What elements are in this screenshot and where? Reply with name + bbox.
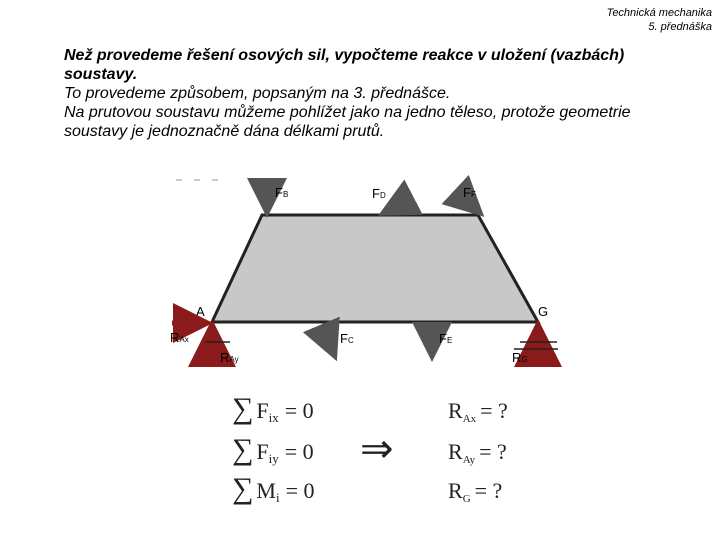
implies-arrow: ⇒ xyxy=(360,426,394,471)
paragraph-3: Na prutovou soustavu můžeme pohlížet jako na jedno těleso, protože geometrie soustavy je jednoznačně dána délkami prutů. xyxy=(64,104,631,140)
equation-sum-mi: ∑ Mi = 0 xyxy=(232,472,315,505)
node-g-label: G xyxy=(538,304,549,319)
force-fc-label: FC xyxy=(340,331,354,346)
reaction-rg-label: RG xyxy=(512,350,528,365)
unknown-ray: RAy = ? xyxy=(448,439,507,466)
truss-plate xyxy=(212,215,538,322)
paragraph-1: Než provedeme řešení osových sil, vypočteme reakce v uložení (vazbách) soustavy. xyxy=(64,47,625,83)
force-fe-label: FE xyxy=(439,331,453,346)
equation-sum-fiy: ∑ Fiy = 0 xyxy=(232,433,314,466)
unknown-rax: RAx = ? xyxy=(448,398,508,425)
reaction-ray-label: RAy xyxy=(220,350,239,365)
header-course: Technická mechanika xyxy=(606,7,712,19)
force-fd-arrow xyxy=(387,198,412,211)
force-fb-label: FB xyxy=(275,185,289,200)
equilibrium-equations xyxy=(232,392,315,505)
header-lecture: 5. přednáška xyxy=(648,21,712,33)
force-fd-label: FD xyxy=(372,186,386,201)
equation-sum-fix: ∑ Fix = 0 xyxy=(232,392,314,425)
force-ff-label: FF xyxy=(463,185,476,200)
unknown-reactions xyxy=(448,398,508,505)
reaction-rax-label: RAx xyxy=(170,330,189,345)
node-a-label: A xyxy=(196,304,205,319)
paragraph-2: To provedeme způsobem, popsaným na 3. přednášce. xyxy=(64,85,451,102)
unknown-rg: RG = ? xyxy=(448,478,503,505)
force-fc-arrow xyxy=(322,326,333,352)
